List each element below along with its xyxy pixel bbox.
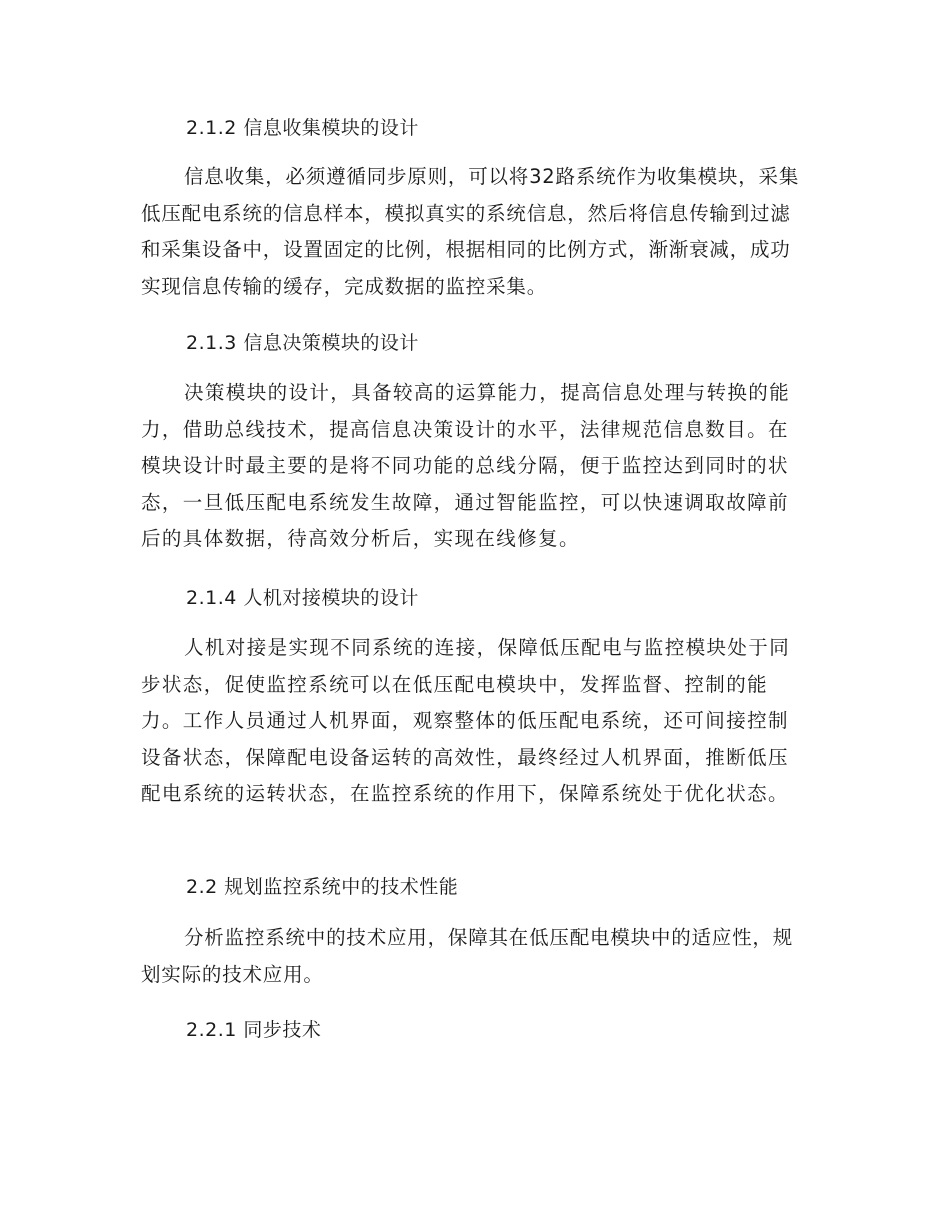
section-paragraph-2-1-2: 信息收集，必须遵循同步原则，可以将32路系统作为收集模块，采集低压配电系统的信息样本，模拟真实的系统信息，然后将信息传输到过滤和采集设备中，设置固定的比例，根据相同的比例方式，渐渐衰减，成功实现信息传输的缓存，完成数据的监控采集。 bbox=[141, 165, 800, 298]
section-paragraph-2-1-4: 人机对接是实现不同系统的连接，保障低压配电与监控模块处于同步状态，促使监控系统可以在低压配电模块中，发挥监督、控制的能力。工作人员通过人机界面，观察整体的低压配电系统，还可间接控制设备状态，保障配电设备运转的高效性，最终经过人机界面，推断低压配电系统的运转状态，在监控系统的作用下，保障系统处于优化状态。 bbox=[141, 636, 791, 805]
section-heading-2-1-3: 2.1.3 信息决策模块的设计 bbox=[186, 332, 419, 354]
section-heading-2-1-4: 2.1.4 人机对接模块的设计 bbox=[186, 587, 419, 609]
section-heading-2-2-1: 2.2.1 同步技术 bbox=[186, 1019, 322, 1041]
section-heading-2-2: 2.2 规划监控系统中的技术性能 bbox=[186, 876, 459, 898]
section-heading-2-1-2: 2.1.2 信息收集模块的设计 bbox=[186, 117, 419, 139]
section-paragraph-2-2: 分析监控系统中的技术应用，保障其在低压配电模块中的适应性，规划实际的技术应用。 bbox=[141, 926, 794, 986]
section-paragraph-2-1-3: 决策模块的设计，具备较高的运算能力，提高信息处理与转换的能力，借助总线技术，提高信息决策设计的水平，法律规范信息数目。在模块设计时最主要的是将不同功能的总线分隔，便于监控达到同时的状态，一旦低压配电系统发生故障，通过智能监控，可以快速调取故障前后的具体数据，待高效分析后，实现在线修复。 bbox=[141, 381, 791, 550]
